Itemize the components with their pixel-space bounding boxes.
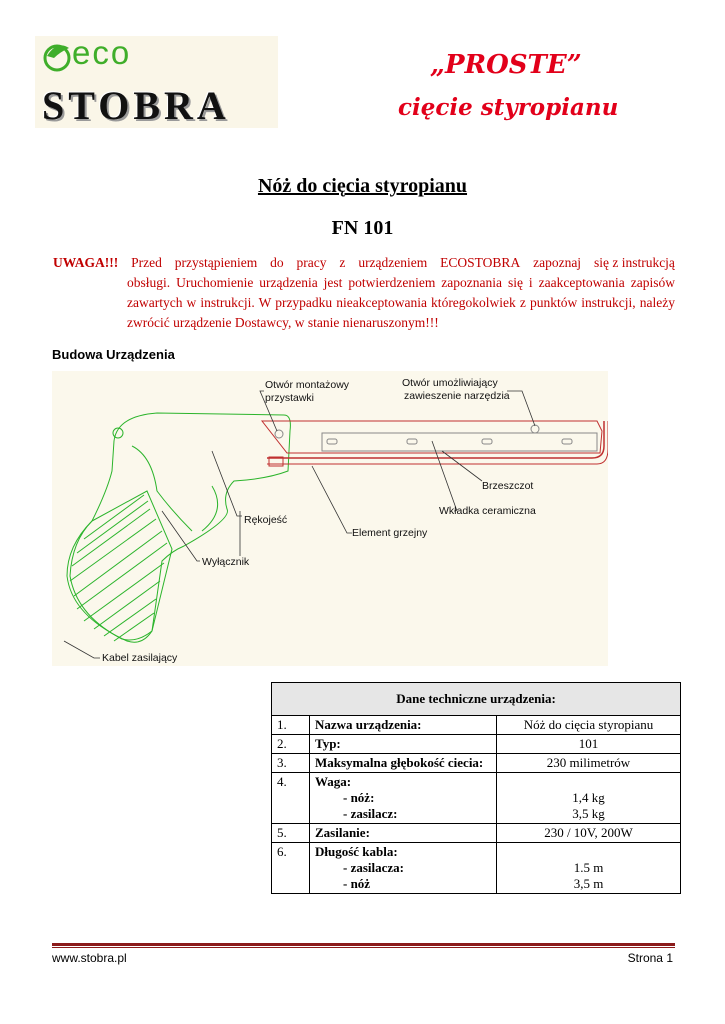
row-number: 4. — [272, 773, 310, 824]
warning-word: urządzeniem — [358, 255, 428, 270]
warning-word: się z instrukcją — [593, 255, 675, 270]
row-value: 230 / 10V, 200W — [497, 824, 681, 843]
row-name: Zasilanie: — [310, 824, 497, 843]
row-subname: - zasilacz: — [343, 806, 398, 821]
table-row — [272, 716, 681, 735]
section-title: Budowa Urządzenia — [52, 347, 175, 362]
warning-paragraph — [53, 253, 675, 333]
label-switch: Wyłącznik — [202, 556, 250, 568]
row-name: Nazwa urządzenia: — [310, 716, 497, 735]
row-value: 101 — [497, 735, 681, 754]
table-row — [272, 773, 681, 824]
spec-table — [271, 682, 681, 894]
blade-arm — [262, 421, 602, 453]
document-title: Nóż do cięcia styropianu — [257, 175, 468, 197]
table-header-row — [272, 683, 681, 716]
footer-page-number: Strona 1 — [627, 951, 673, 965]
warning-body: obsługi. Uruchomienie urządzenia jest potwierdzeniem zapoznania się i zaakceptowania zapisów zawartych w instrukcji. W przypadku nieakceptowania któregokolwiek z punktów instrukcji, należy zwrócić urządzenie Dostawcy, w stanie nienaruszonym!!! — [127, 275, 675, 330]
footer-divider-thin — [52, 947, 675, 948]
row-value-group — [497, 773, 681, 824]
handle-outline — [67, 413, 290, 642]
label-mount-hole: Otwór montażowy — [265, 379, 350, 391]
slogan-line1: „PROSTE” — [430, 50, 582, 80]
row-name-group — [310, 843, 497, 894]
warning-word: Przed — [131, 255, 162, 270]
row-name: Typ: — [310, 735, 497, 754]
slogan-line2: cięcie styropianu — [398, 94, 619, 121]
model-number: FN 101 — [331, 217, 394, 239]
table-row — [272, 824, 681, 843]
label-handle: Rękojeść — [244, 514, 288, 526]
row-name-group — [310, 773, 497, 824]
footer-url: www.stobra.pl — [52, 951, 127, 965]
heating-element — [267, 421, 604, 458]
label-heater: Element grzejny — [352, 527, 428, 539]
row-number: 3. — [272, 754, 310, 773]
label-mount-hole-2: przystawki — [265, 392, 315, 404]
row-number: 2. — [272, 735, 310, 754]
logo-eco-text: eco — [72, 34, 132, 71]
row-name: Maksymalna głębokość ciecia: — [310, 754, 497, 773]
row-number: 5. — [272, 824, 310, 843]
warning-word: pracy — [296, 255, 327, 270]
row-subvalue: 3,5 m — [573, 876, 604, 891]
label-hang-hole-2: zawieszenie narzędzia — [404, 390, 510, 402]
warning-word: z — [339, 255, 346, 270]
footer-divider — [52, 943, 675, 946]
warning-word: do — [270, 255, 284, 270]
label-cable: Kabel zasilający — [102, 652, 178, 664]
row-number: 6. — [272, 843, 310, 894]
row-subname: - nóż — [343, 876, 371, 891]
row-subvalue: 1,4 kg — [572, 790, 605, 805]
warning-first-line — [53, 253, 675, 273]
grip-hatching — [70, 491, 172, 641]
table-row — [272, 754, 681, 773]
warning-word: przystąpieniem — [174, 255, 258, 270]
row-subvalue: 3,5 kg — [572, 806, 605, 821]
label-hang-hole: Otwór umożliwiający — [402, 377, 498, 389]
row-name: Waga: — [315, 774, 352, 789]
table-row — [272, 843, 681, 894]
row-subname: - nóż: — [343, 790, 375, 805]
table-row — [272, 735, 681, 754]
row-subvalue: 1.5 m — [573, 860, 604, 875]
row-number: 1. — [272, 716, 310, 735]
label-blade: Brzeszczot — [482, 480, 534, 492]
device-diagram — [52, 371, 608, 666]
warning-word: zapoznaj — [533, 255, 582, 270]
row-value: Nóż do cięcia styropianu — [497, 716, 681, 735]
row-value: 230 milimetrów — [497, 754, 681, 773]
table-header: Dane techniczne urządzenia: — [272, 683, 681, 716]
row-value-group — [497, 843, 681, 894]
label-ceramic: Wkładka ceramiczna — [439, 505, 536, 517]
row-name: Długość kabla: — [315, 844, 398, 859]
warning-label: UWAGA!!! — [53, 255, 119, 270]
logo-brand-text: STOBRA — [42, 83, 230, 128]
row-subname: - zasilacza: — [343, 860, 405, 875]
warning-word: ECOSTOBRA — [440, 255, 521, 270]
leaf-icon — [42, 42, 72, 72]
